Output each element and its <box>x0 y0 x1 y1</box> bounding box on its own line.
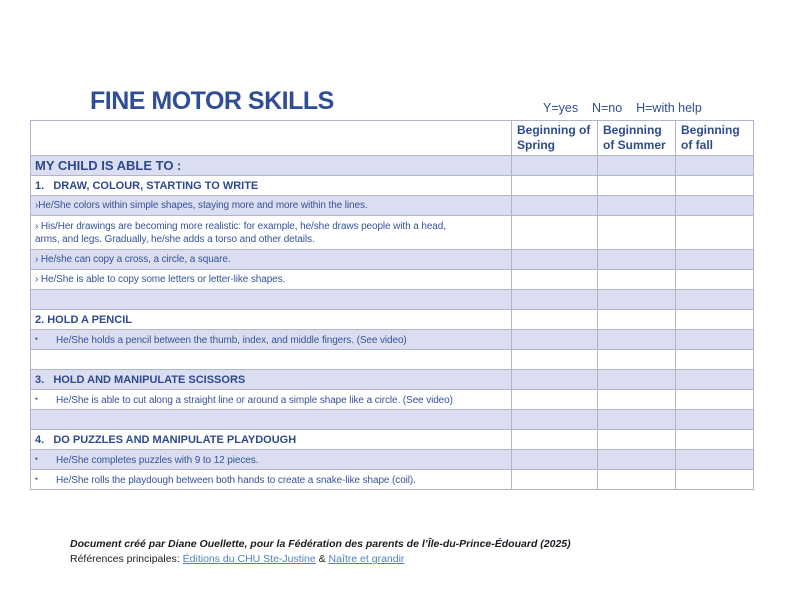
table-header-row <box>31 121 754 156</box>
row-label: › His/Her drawings are becoming more realistic: for example, he/she draws people with a head, arms, and legs. Gradually, he/she adds a torso and other details. <box>31 216 512 250</box>
answer-cell <box>598 270 676 290</box>
spacer-row <box>31 410 754 430</box>
row-label: 3. HOLD AND MANIPULATE SCISSORS <box>31 370 512 390</box>
answer-cell <box>676 410 754 430</box>
header-beginning-of-spring: Beginning of Spring <box>512 121 598 156</box>
answer-cell <box>512 330 598 350</box>
answer-cell <box>598 410 676 430</box>
table-row <box>31 470 754 490</box>
document-credit: Document créé par Diane Ouellette, pour la Fédération des parents de l’Île-du-Prince-Édouard (2025) <box>70 538 571 550</box>
answer-cell <box>676 156 754 176</box>
page-title: FINE MOTOR SKILLS <box>90 87 334 115</box>
answer-cell <box>676 430 754 450</box>
answer-cell <box>512 410 598 430</box>
table-row <box>31 270 754 290</box>
table-row <box>31 310 754 330</box>
fine-motor-skills-table <box>30 120 754 490</box>
answer-cell <box>598 290 676 310</box>
answer-cell <box>676 390 754 410</box>
table-row <box>31 450 754 470</box>
answer-cell <box>598 430 676 450</box>
table-row <box>31 196 754 216</box>
references-line <box>70 552 571 567</box>
answer-cell <box>512 430 598 450</box>
answer-cell <box>598 176 676 196</box>
answer-cell <box>676 176 754 196</box>
spacer-row <box>31 290 754 310</box>
table-row <box>31 216 754 250</box>
answer-cell <box>512 270 598 290</box>
link-editions-chu-ste-justine[interactable]: Éditions du CHU Ste-Justine <box>182 553 316 566</box>
header-empty-cell <box>31 121 512 156</box>
answer-cell <box>512 176 598 196</box>
answer-cell <box>512 470 598 490</box>
row-label: ›He/She colors within simple shapes, staying more and more within the lines. <box>31 196 512 216</box>
answer-cell <box>598 216 676 250</box>
table-row <box>31 330 754 350</box>
answer-cell <box>598 370 676 390</box>
answer-key-legend: Y=yes N=no H=with help <box>543 101 702 115</box>
row-label: 4. DO PUZZLES AND MANIPULATE PLAYDOUGH <box>31 430 512 450</box>
spacer-row <box>31 350 754 370</box>
link-separator: & <box>315 553 329 566</box>
link-naitre-et-grandir[interactable]: Naître et grandir <box>328 553 405 566</box>
row-label <box>31 350 512 370</box>
row-label: 1. DRAW, COLOUR, STARTING TO WRITE <box>31 176 512 196</box>
answer-cell <box>512 450 598 470</box>
table-row <box>31 250 754 270</box>
table-row <box>31 370 754 390</box>
answer-cell <box>512 390 598 410</box>
square-bullet-icon: ▪ <box>35 453 38 463</box>
answer-cell <box>512 370 598 390</box>
row-label: MY CHILD IS ABLE TO : <box>31 156 512 176</box>
answer-cell <box>676 290 754 310</box>
answer-cell <box>512 290 598 310</box>
answer-cell <box>598 350 676 370</box>
row-label: ▪ He/She completes puzzles with 9 to 12 pieces. <box>31 450 512 470</box>
answer-cell <box>676 270 754 290</box>
row-label: › He/She is able to copy some letters or letter-like shapes. <box>31 270 512 290</box>
table-row <box>31 176 754 196</box>
answer-cell <box>512 216 598 250</box>
square-bullet-icon: ▪ <box>35 393 38 403</box>
row-label: 2. HOLD A PENCIL <box>31 310 512 330</box>
answer-cell <box>676 310 754 330</box>
answer-cell <box>512 250 598 270</box>
answer-cell <box>676 350 754 370</box>
answer-cell <box>598 310 676 330</box>
row-label: ▪ He/She rolls the playdough between both hands to create a snake-like shape (coil). <box>31 470 512 490</box>
answer-cell <box>598 156 676 176</box>
answer-cell <box>598 470 676 490</box>
footer <box>70 537 571 567</box>
answer-cell <box>598 450 676 470</box>
answer-cell <box>676 216 754 250</box>
row-label: › He/she can copy a cross, a circle, a square. <box>31 250 512 270</box>
row-label: ▪ He/She holds a pencil between the thumb, index, and middle fingers. (See video) <box>31 330 512 350</box>
answer-cell <box>676 450 754 470</box>
answer-cell <box>512 310 598 330</box>
row-label: ▪ He/She is able to cut along a straight line or around a simple shape like a circle. (See video) <box>31 390 512 410</box>
table-row <box>31 390 754 410</box>
answer-cell <box>676 196 754 216</box>
table-row <box>31 156 754 176</box>
table-row <box>31 430 754 450</box>
header-beginning-of-fall: Beginning of fall <box>676 121 754 156</box>
answer-cell <box>598 390 676 410</box>
row-label <box>31 410 512 430</box>
answer-cell <box>676 470 754 490</box>
answer-cell <box>512 196 598 216</box>
answer-cell <box>512 350 598 370</box>
header-beginning-of-summer: Beginning of Summer <box>598 121 676 156</box>
answer-cell <box>676 250 754 270</box>
answer-cell <box>512 156 598 176</box>
square-bullet-icon: ▪ <box>35 473 38 483</box>
square-bullet-icon: ▪ <box>35 333 38 343</box>
references-label: Références principales: <box>70 553 183 566</box>
answer-cell <box>598 250 676 270</box>
row-label <box>31 290 512 310</box>
answer-cell <box>598 196 676 216</box>
answer-cell <box>598 330 676 350</box>
answer-cell <box>676 330 754 350</box>
answer-cell <box>676 370 754 390</box>
